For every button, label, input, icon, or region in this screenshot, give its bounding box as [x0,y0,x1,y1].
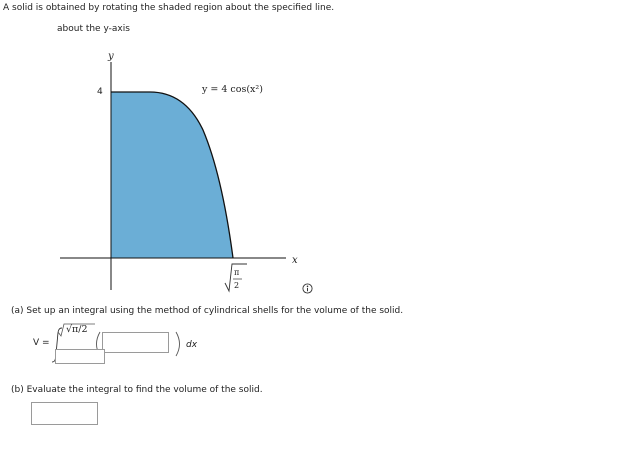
dx-label: dx [186,340,198,350]
part-b-text: (b) Evaluate the integral to find the volume of the solid. [11,385,263,395]
x-tick-denominator: 2 [234,281,240,290]
x-tick-numerator: π [234,268,240,277]
x-axis-label: x [292,255,298,266]
shaded-region [111,92,233,258]
axis-of-rotation: about the y-axis [57,24,130,34]
problem-statement: A solid is obtained by rotating the shaded region about the specified line. [3,3,335,13]
lower-limit-input[interactable] [55,349,105,364]
y-axis-label: y [108,51,114,62]
upper-limit-text: √π/2 [66,324,88,335]
integrand-input[interactable] [102,332,169,353]
part-a-text: (a) Set up an integral using the method of cylindrical shells for the volume of the solid. [11,306,404,316]
v-label: V = [33,338,50,348]
curve-label: y = 4 cos(x²) [202,84,263,95]
info-icon[interactable] [302,283,313,294]
right-paren [176,332,180,356]
volume-answer-input[interactable] [31,402,98,425]
y-tick-label: 4 [97,87,103,97]
